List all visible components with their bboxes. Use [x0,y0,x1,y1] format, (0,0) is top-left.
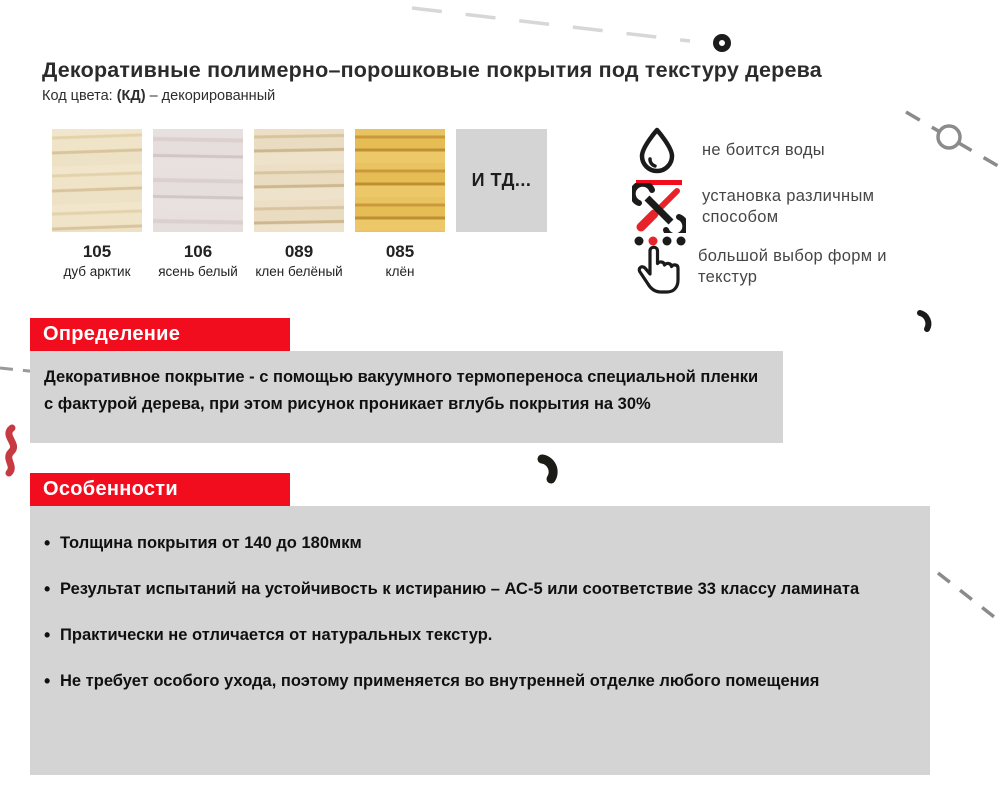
features-panel [30,506,930,775]
icon-feature-label: не боится воды [702,141,825,159]
swatch-name: ясень белый [158,264,238,279]
definition-body-panel [30,351,783,443]
feature-bullet-text: Не требует особого ухода, поэтому применяется во внутренней отделке любого помещения [60,672,820,690]
bottomright-dashed-line-decoration [930,565,1000,630]
definition-body-text: Декоративное покрытие - с помощью вакуумного термопереноса специальной пленки с фактурой дерева, при этом рисунок проникает вглубь покрытия на 30% [44,368,759,413]
swatch-card [254,129,344,279]
icon-feature-install [632,183,932,233]
wood-swatch-085 [355,129,445,232]
swatch-card [355,129,445,279]
red-squiggle-decoration [0,420,30,480]
features-heading-banner: Особенности [30,473,290,506]
feature-bullet-text: Результат испытаний на устойчивость к истиранию – АС-5 или соответствие 33 классу ламината [60,580,860,598]
topright-dashed-circle-decoration [900,100,1000,170]
swatch-code: 106 [183,242,213,261]
feature-bullet [44,668,824,695]
feature-bullet-text: Практически не отличается от натуральных текстур. [60,626,493,644]
small-comma-decoration [910,305,950,345]
subtitle-code: (КД) [116,88,146,104]
top-dashed-line-decoration [400,0,750,60]
swatch-code: 085 [385,242,415,261]
large-comma-decoration [532,450,576,496]
feature-bullet-text: Толщина покрытия от 140 до 180мкм [60,534,362,552]
icon-feature-label: установка различным способом [702,187,875,226]
wood-swatch-106 [153,129,243,232]
feature-bullet [44,576,924,603]
subtitle-suffix: – декорированный [145,88,276,104]
swatch-name: клен белёный [255,264,343,279]
icon-feature-choice [632,234,938,298]
swatch-card [52,129,142,279]
swatch-code: 089 [284,242,314,261]
feature-bullet [44,530,914,557]
icon-feature-water [636,126,825,185]
tools-icon [632,183,686,233]
wood-swatch-089 [254,129,344,232]
water-drop-icon [636,126,684,176]
swatch-code: 105 [82,242,112,261]
feature-bullet [44,622,914,649]
swatch-card [153,129,243,279]
etc-placeholder-box: И ТД... [456,129,547,232]
hand-choice-icon [632,234,692,298]
wood-swatch-105 [52,129,142,232]
page-title: Декоративные полимерно–порошковые покрытия под текстуру дерева [42,58,822,82]
definition-heading-banner: Определение [30,318,290,351]
swatch-name: клён [385,264,415,279]
swatch-name: дуб арктик [63,264,131,279]
swatch-row [52,129,547,279]
color-code-subtitle [42,88,275,104]
icon-feature-label: большой выбор форм и текстур [698,247,887,286]
subtitle-prefix: Код цвета: [42,88,117,104]
